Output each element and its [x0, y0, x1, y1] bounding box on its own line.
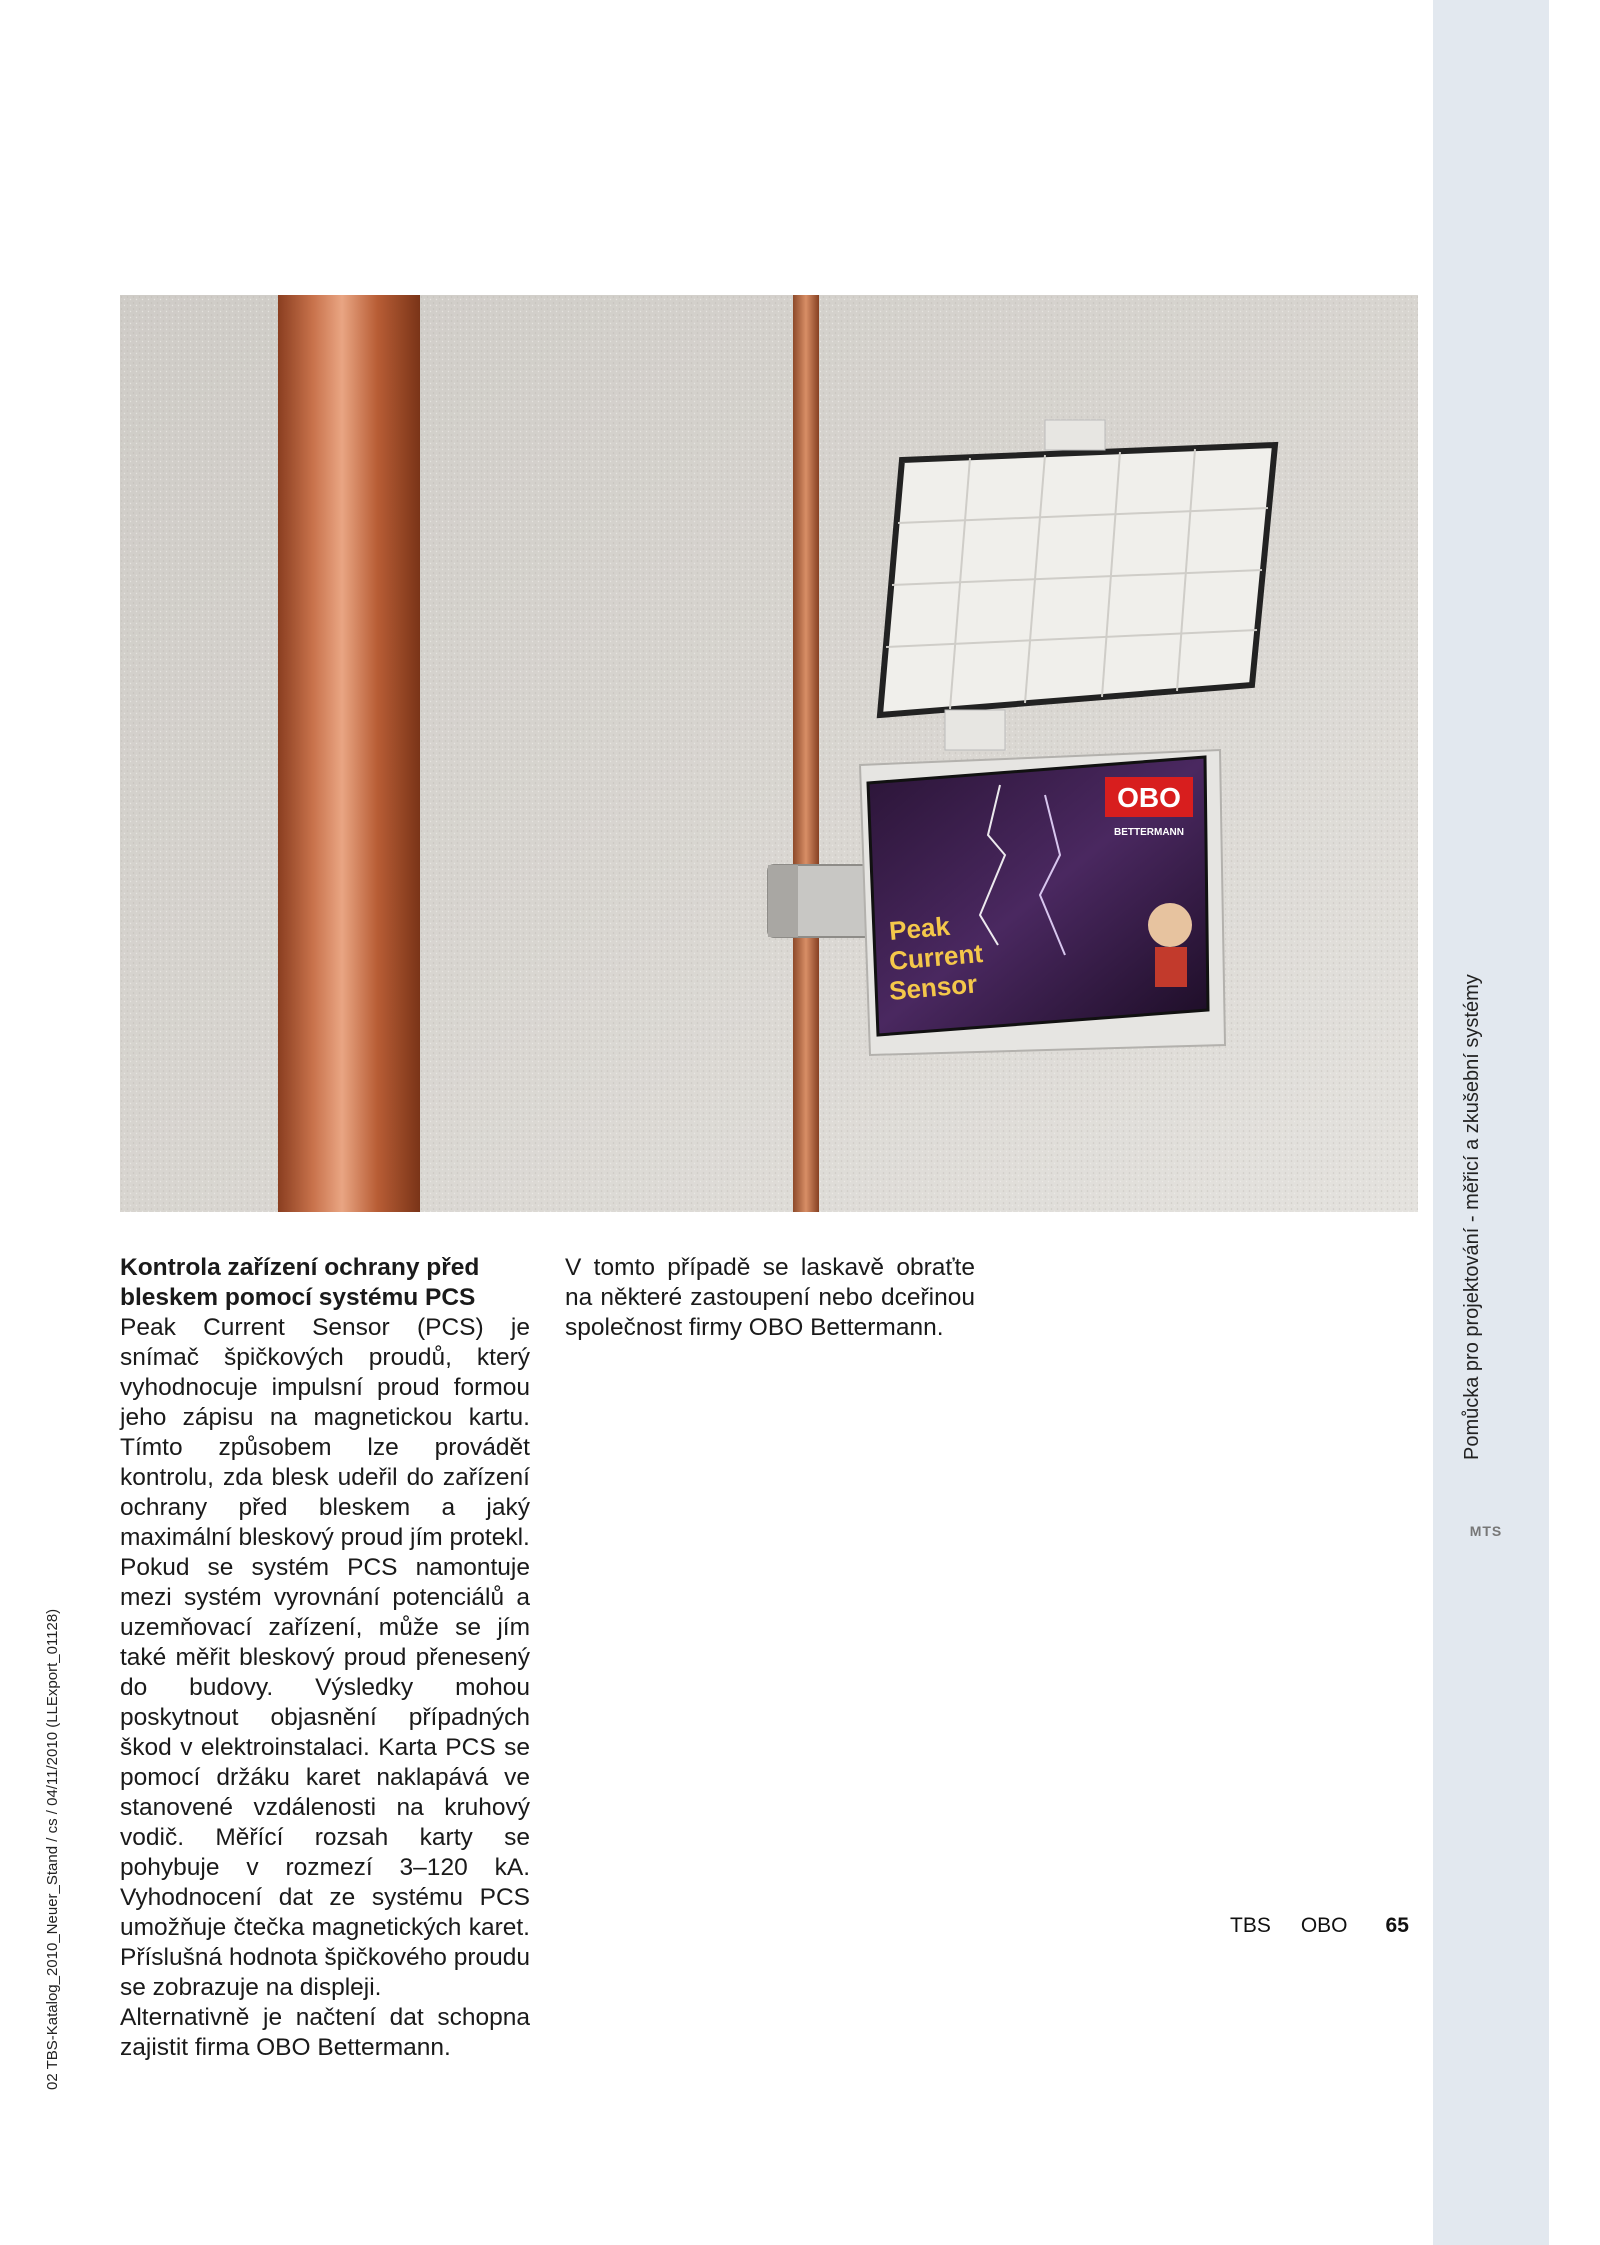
page-number: 65 [1385, 1914, 1409, 1937]
margin-code: 02 TBS-Katalog_2010_Neuer_Stand / cs / 04/11/2010 (LLExport_01128) [44, 1608, 61, 2090]
card-brand-sub: BETTERMANN [1114, 827, 1184, 838]
side-band [1433, 0, 1549, 2245]
article-paragraph-2: Pokud se systém PCS namontuje mezi systém vyrovnání potenciálů a uzemňovací zařízení, může se jím také měřit bleskový proud přenesený do budovy. Výsledky mohou poskytnout objasnění případných škod v elektroinstalaci. Karta PCS se pomocí držáku karet naklapává ve stanovené vzdálenosti na kruhový vodič. Měřící rozsah karty se pohybuje v rozmezí 3–120 kA. Vyhodnocení dat ze systému PCS umožňuje čtečka magnetických karet. Příslušná hodnota špičkového proudu se zobrazuje na displeji. [120, 1554, 530, 2001]
card-line-3: Sensor [887, 968, 979, 1006]
article-column-1 [120, 1253, 530, 2063]
page-footer [1230, 1914, 1409, 1938]
card-line-2: Current [887, 937, 985, 976]
product-photo [120, 295, 1418, 1212]
card-line-1: Peak [887, 910, 952, 946]
footer-brand-obo: OBO [1300, 1914, 1348, 1937]
card-brand: OBO [1117, 782, 1181, 813]
article-paragraph-3: Alternativně je načtení dat schopna zajistit firma OBO Bettermann. [120, 2004, 530, 2061]
section-label: Pomůcka pro projektování - měřicí a zkušební systémy [1461, 974, 1483, 1460]
article-paragraph-1: Peak Current Sensor (PCS) je snímač špičkových proudů, který vyhodnocuje impulsní proud formou jeho zápisu na magnetickou kartu. Tímto způsobem lze provádět kontrolu, zda blesk udeřil do zařízení ochrany před bleskem a jaký maximální bleskový proud jím protekl. [120, 1314, 530, 1551]
section-logo: MTS [1469, 1523, 1503, 1539]
pcs-card [868, 757, 1208, 1035]
article-column-2 [565, 1253, 975, 1343]
footer-brand-tbs: TBS [1230, 1914, 1271, 1937]
article-heading: Kontrola zařízení ochrany před bleskem pomocí systému PCS [120, 1254, 480, 1311]
article-paragraph-4: V tomto případě se laskavě obraťte na některé zastoupení nebo dceřinou společnost firmy OBO Bettermann. [565, 1254, 975, 1341]
